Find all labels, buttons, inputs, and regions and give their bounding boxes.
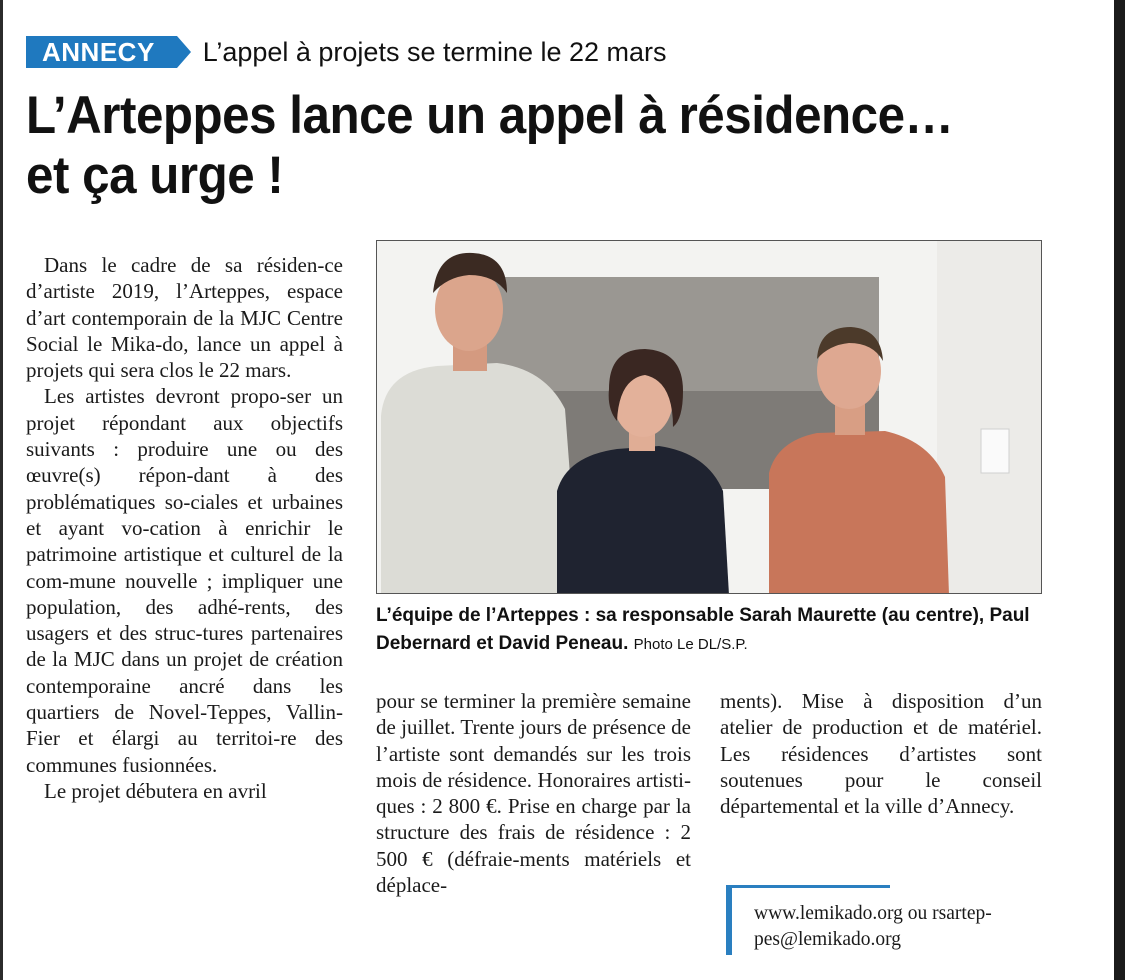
- headline-line-1: L’Arteppes lance un appel à résidence…: [26, 86, 954, 145]
- article-column-1: [26, 252, 343, 804]
- photo-caption: [376, 602, 1042, 659]
- contact-info: www.lemikado.org ou rsartep-pes@lemikado.org: [754, 903, 992, 950]
- article-photo: [376, 240, 1042, 594]
- headline-line-2: et ça urge !: [26, 146, 284, 205]
- article-column-2: [376, 688, 691, 898]
- page-edge-left: [0, 0, 3, 980]
- page-edge-right: [1114, 0, 1125, 980]
- paragraph: pour se terminer la première semaine de juillet. Trente jours de présence de l’artiste sont demandés sur les trois mois de résidence. Honoraires artisti-ques : 2 800 €. Prise en charge par la structure des frais de résidence : 2 500 € (défraie-ments matériels et déplace-: [376, 689, 691, 898]
- kicker-text: L’appel à projets se termine le 22 mars: [202, 36, 667, 67]
- photo-credit: Photo Le DL/S.P.: [633, 636, 748, 653]
- info-box-bar: [726, 885, 732, 955]
- info-box-top-rule: [726, 885, 890, 888]
- caption-text: L’équipe de l’Arteppes : sa responsable Sarah Maurette (au centre), Paul Debernard et David Peneau.: [376, 605, 1030, 654]
- paragraph: ments). Mise à disposition d’un atelier de production et de matériel. Les résidences d’artistes sont soutenues pour le conseil départemental et la ville d’Annecy.: [720, 689, 1042, 819]
- kicker: [26, 34, 667, 70]
- article-column-3: [720, 688, 1042, 819]
- paragraph: Le projet débutera en avril: [44, 778, 267, 803]
- headline: [26, 86, 1021, 206]
- info-box: [726, 885, 1046, 957]
- paragraph: Dans le cadre de sa résiden-ce d’artiste 2019, l’Arteppes, espace d’art contemporain de la MJC Centre Social le Mika-do, lance un appel à projets qui sera clos le 22 mars.: [26, 253, 343, 383]
- location-tag: ANNECY: [26, 36, 177, 68]
- paragraph: Les artistes devront propo-ser un projet répondant aux objectifs suivants : produire une ou des œuvre(s) répon-dant à des problématiques so-ciales et urbaines et ayant vo-cation à enrichir le patrimoine artistique et culturel de la com-mune nouvelle ; impliquer une population, des adhé-rents, des usagers et des struc-tures partenaires de la MJC dans un projet de création contemporaine ancré dans les quartiers de Novel-Teppes, Vallin-Fier et élargi au territoi-re des communes fusionnées.: [26, 384, 343, 777]
- team-photo-illustration: [377, 241, 1042, 594]
